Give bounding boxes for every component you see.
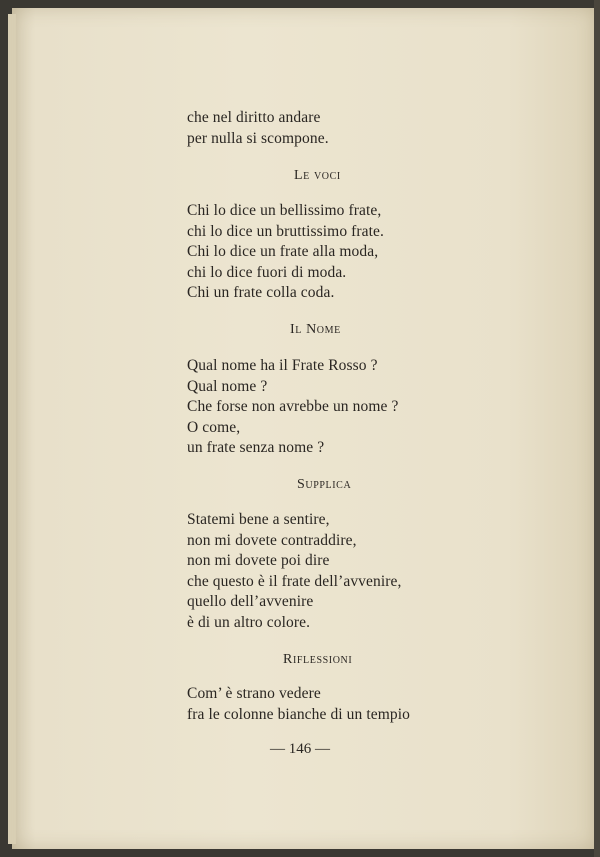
background-edge bbox=[594, 0, 600, 857]
page-number: — 146 — bbox=[270, 741, 330, 757]
poem-line: Chi un frate colla coda. bbox=[187, 284, 335, 301]
poem-line: chi lo dice un bruttissimo frate. bbox=[187, 222, 385, 240]
stanza-supplica bbox=[187, 510, 401, 633]
stanza-riflessioni bbox=[187, 684, 410, 725]
poem-line: non mi dovete contraddire, bbox=[187, 531, 357, 549]
poem-line: Qual nome ? bbox=[187, 377, 268, 395]
poem-line: Chi lo dice un frate alla moda, bbox=[187, 243, 379, 260]
poem-line: è di un altro colore. bbox=[187, 613, 311, 631]
poem-line: chi lo dice fuori di moda. bbox=[187, 263, 347, 281]
poem-line: che questo è il frate dell’avvenire, bbox=[187, 572, 402, 590]
poem-line: quello dell’avvenire bbox=[187, 593, 314, 610]
section-heading-riflessioni: Riflessioni bbox=[283, 652, 353, 667]
stanza-voci bbox=[187, 201, 384, 304]
poem-line: Statemi bene a sentire, bbox=[187, 511, 330, 528]
section-heading-voci: Le voci bbox=[294, 168, 341, 183]
poem-line: che nel diritto andare bbox=[187, 109, 321, 126]
poem-line: fra le colonne bianche di un tempio bbox=[187, 705, 411, 723]
section-heading-nome: Il Nome bbox=[290, 322, 341, 337]
stanza-opening bbox=[187, 108, 329, 149]
section-heading-supplica: Supplica bbox=[297, 477, 352, 492]
poem-line: non mi dovete poi dire bbox=[187, 552, 330, 569]
poem-line: Chi lo dice un bellissimo frate, bbox=[187, 202, 382, 219]
poem-line: Che forse non avrebbe un nome ? bbox=[187, 398, 399, 415]
page-edge bbox=[8, 14, 16, 844]
poem-line: Qual nome ha il Frate Rosso ? bbox=[187, 357, 378, 374]
poem-line: O come, bbox=[187, 418, 241, 436]
poem-line: Com’ è strano vedere bbox=[187, 685, 321, 702]
stanza-nome bbox=[187, 356, 398, 459]
poem-line: un frate senza nome ? bbox=[187, 439, 325, 456]
poem-line: per nulla si scompone. bbox=[187, 129, 329, 147]
